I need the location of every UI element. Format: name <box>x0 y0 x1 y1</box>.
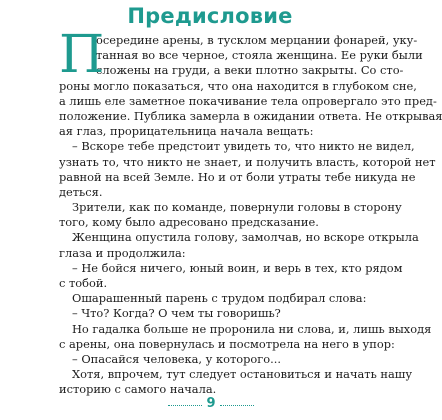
text-line: роны могло показаться, что она находится в глубоком сне, <box>59 78 417 93</box>
drop-cap-letter: П <box>59 25 105 85</box>
text-line: историю с самого начала. <box>59 382 217 397</box>
footer-ornament-right <box>220 405 254 406</box>
text-line: узнать то, что никто не знает, и получить власть, которой нет <box>59 154 436 169</box>
text-line: – Вскоре тебе предстоит увидеть то, что никто не видел, <box>72 139 415 154</box>
text-line: танная во все черное, стояла женщина. Ее руки были <box>96 48 423 63</box>
text-line: положение. Публика замерла в ожидании ответа. Не открывая <box>59 108 442 123</box>
body-text <box>59 25 442 398</box>
text-line: того, кому было адресовано предсказание. <box>59 215 319 230</box>
text-line: – Не бойся ничего, юный воин, и верь в тех, кто рядом <box>72 260 403 275</box>
text-line: с тобой. <box>59 276 108 290</box>
text-line: деться. <box>59 184 103 199</box>
text-line: Ошарашенный парень с трудом подбирал слова: <box>72 291 367 306</box>
text-line: а лишь еле заметное покачивание тела опровергало это пред- <box>59 93 437 108</box>
text-line: глаза и продолжила: <box>59 245 186 260</box>
page-number: 9 <box>206 396 216 411</box>
text-line: Хотя, впрочем, тут следует остановиться и начать нашу <box>72 367 413 382</box>
text-line: сложены на груди, а веки плотно закрыты. Со сто- <box>96 63 404 78</box>
text-line: – Что? Когда? О чем ты говоришь? <box>72 306 281 321</box>
page-footer <box>0 397 420 413</box>
text-line: Зрители, как по команде, повернули головы в сторону <box>72 200 402 215</box>
footer-ornament-left <box>168 405 202 406</box>
text-line: с арены, она повернулась и посмотрела на него в упор: <box>59 336 395 351</box>
text-line: ая глаз, прорицательница начала вещать: <box>59 124 314 139</box>
text-line: равной на всей Земле. Но и от боли утраты тебе никуда не <box>59 169 416 184</box>
chapter-heading: Предисловие <box>127 4 293 28</box>
text-line: Но гадалка больше не проронила ни слова, и, лишь выходя <box>72 321 432 336</box>
text-line: осередине арены, в тусклом мерцании фонарей, уку- <box>96 33 418 47</box>
text-line: – Опасайся человека, у которого... <box>72 351 281 366</box>
text-line: Женщина опустила голову, замолчав, но вскоре открыла <box>72 230 419 245</box>
